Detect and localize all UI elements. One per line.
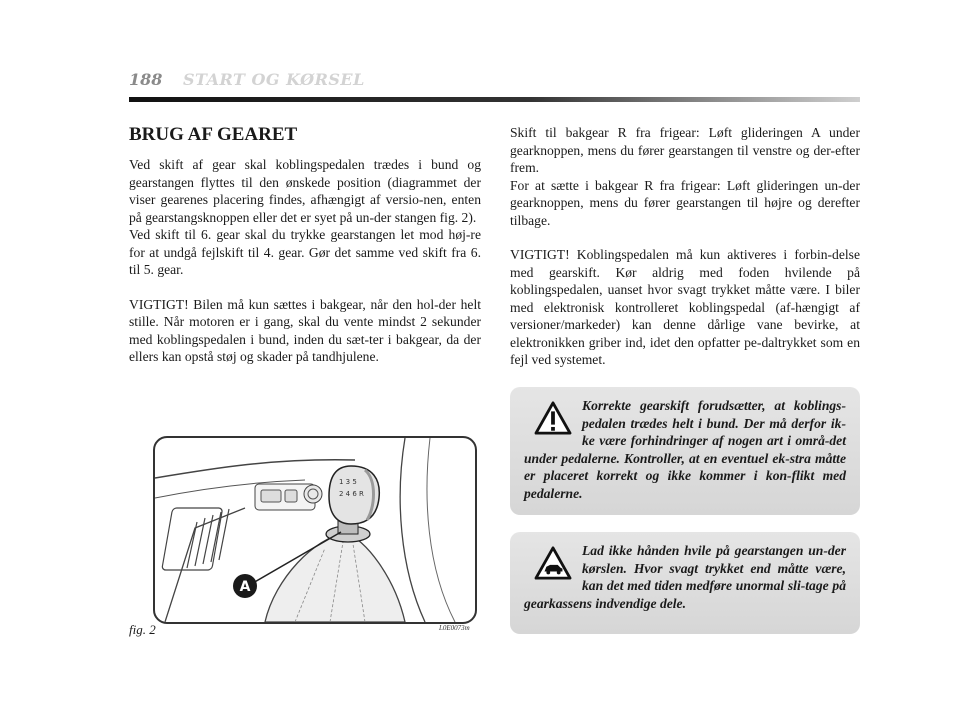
knob-pattern-bottom: 2 4 6 R xyxy=(339,490,364,498)
gearstick-illustration xyxy=(155,438,475,622)
paragraph-reverse-right: For at sætte i bakgear R fra frigear: Løft glideringen un-der gearknoppen, mens du fører gearstangen til højre og derefter tilbage. xyxy=(510,177,860,228)
warning-text-gearstick: Lad ikke hånden hvile på gearstangen un-der kørslen. Hvor svagt trykket end måtte være, kan det med tiden medføre unormal sli-tage på gearkassens indvendige dele. xyxy=(524,543,846,611)
section-title: START OG KØRSEL xyxy=(183,70,365,89)
header-rule xyxy=(129,97,860,102)
warning-box-clutch xyxy=(510,387,860,515)
paragraph-clutch-important: VIGTIGT! Koblingspedalen må kun aktiveres i forbin-delse med gearskift. Kør aldrig med foden hvilende på koblingspedalen, uanset hvor svagt trykket måtte være. I biler med elektronisk kontrolleret koblingspedal (af-hængigt af versioner/markeder) kan denne dårlige vane bevirke, at elektronikken griber ind, idet den opfatter pe-daltrykket som en fejl ved systemet. xyxy=(510,247,860,367)
page-number: 188 xyxy=(129,70,163,89)
figure-code: L0E0073m xyxy=(439,624,470,632)
warning-triangle-icon xyxy=(534,401,572,435)
warning-text-clutch: Korrekte gearskift forudsætter, at koblings-pedalen trædes helt i bund. Der må derfor ik-ke være forhindringer af nogen art i områ-det under pedalerne. Kontroller, at en eventuel ek-stra måtte er placeret korrekt og ikke kommer i kon-flikt med pedalerne. xyxy=(524,398,846,501)
warning-box-gearstick xyxy=(510,532,860,634)
left-column xyxy=(129,124,481,366)
paragraph-reverse-left: Skift til bakgear R fra frigear: Løft glideringen A under gearknoppen, mens du fører gearstangen til venstre og der-efter frem. xyxy=(510,125,860,175)
section-heading: BRUG AF GEARET xyxy=(129,124,298,145)
paragraph-gear-shift: Ved skift af gear skal koblingspedalen trædes i bund og gearstangen flyttes til den ønskede position (diagrammet der viser gearenes placering findes, afhængigt af versio-nen, enten på gearstangsknoppen eller det er syet på un-der stangen fig. 2). xyxy=(129,157,481,225)
figure-label: fig. 2 xyxy=(129,622,156,637)
page-header xyxy=(129,70,860,110)
knob-pattern-top: 1 3 5 xyxy=(339,478,357,486)
paragraph-sixth-gear: Ved skift til 6. gear skal du trykke gearstangen let mod høj-re for at undgå fejlskift til 4. gear. Gør det samme ved skift fra 6. til 5. gear. xyxy=(129,227,481,277)
right-column xyxy=(510,124,860,369)
car-warning-triangle-icon xyxy=(534,546,572,580)
gearstick-figure xyxy=(153,436,477,624)
paragraph-reverse-important: VIGTIGT! Bilen må kun sættes i bakgear, når den hol-der helt stille. Når motoren er i gang, skal du vente mindst 2 sekunder med koblingspedalen i bund, inden du sæt-ter i bakgear, da der ellers kan opstå støj og skader på tandhjulene. xyxy=(129,296,481,364)
callout-label-a: A xyxy=(239,579,251,595)
